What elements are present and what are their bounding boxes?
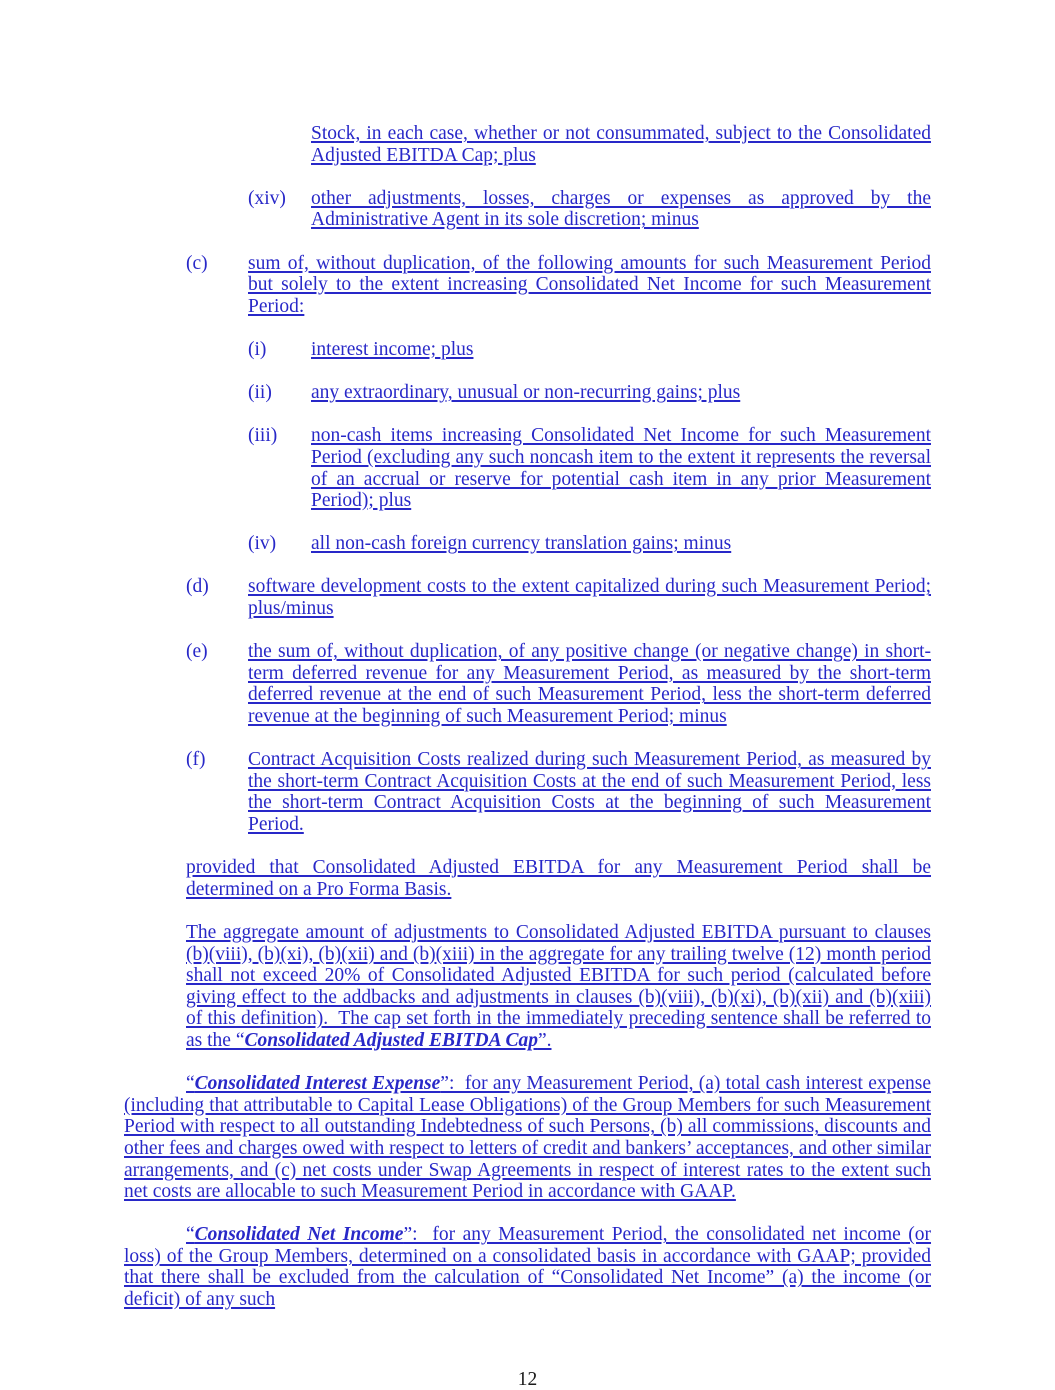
clause-b-xiii-continuation: [311, 123, 931, 166]
clause-label: (c): [186, 252, 208, 274]
clause-label: (iv): [248, 533, 277, 555]
paragraph-text: ”.: [537, 1029, 552, 1051]
clause-text: interest income; plus: [311, 338, 474, 360]
clause-e: [124, 641, 931, 727]
clause-text: any extraordinary, unusual or non-recurring gains; plus: [311, 382, 741, 404]
clause-label: (e): [186, 641, 208, 663]
clause-label: (ii): [248, 382, 272, 404]
open-quote: “: [186, 1224, 195, 1246]
clause-f: [124, 749, 931, 835]
clause-d: [124, 576, 931, 619]
clause-text: sum of, without duplication, of the following amounts for such Measurement Period but solely to the extent increasing Consolidated Net Income for such Measurement Period:: [248, 252, 931, 317]
clause-text: Stock, in each case, whether or not consummated, subject to the Consolidated Adjusted EBITDA Cap; plus: [311, 123, 931, 166]
clause-c-iv: [124, 533, 931, 555]
clause-c-iii: [124, 425, 931, 511]
clause-text: Contract Acquisition Costs realized during such Measurement Period, as measured by the short-term Contract Acquisition Costs at the end of such Measurement Period, less the short-term Contract Acquisition Costs at the beginning of such Measurement Period.: [248, 749, 931, 835]
open-quote: “: [186, 1073, 195, 1095]
defined-term: Consolidated Adjusted EBITDA Cap: [244, 1029, 538, 1051]
definition-consolidated-interest-expense: [124, 1073, 931, 1203]
ebitda-cap-paragraph: [186, 922, 931, 1052]
clause-label: (xiv): [248, 187, 286, 209]
page-number: 12: [517, 1368, 538, 1390]
clause-label: (i): [248, 338, 267, 360]
proviso-paragraph: [186, 857, 931, 900]
clause-b-xiv: [124, 188, 931, 231]
defined-term: Consolidated Net Income: [194, 1224, 404, 1246]
clause-text: other adjustments, losses, charges or expenses as approved by the Administrative Agent in its sole discretion; minus: [311, 187, 931, 231]
definition-consolidated-net-income: [124, 1224, 931, 1310]
clause-label: (d): [186, 576, 209, 598]
clause-text: software development costs to the extent capitalized during such Measurement Period; plus/minus: [248, 576, 931, 620]
clause-text: non-cash items increasing Consolidated Net Income for such Measurement Period (excluding any such noncash item to the extent it represents the reversal of an accrual or reserve for potential cash item in any prior Measurement Period); plus: [311, 425, 931, 512]
clause-label: (iii): [248, 425, 278, 447]
clause-label: (f): [186, 749, 206, 771]
definition-text: ”: for any Measurement Period, the consolidated net income (or loss) of the Group Members, determined on a consolidated basis in accordance with GAAP; provided that there shall be excluded from the calculation of “Consolidated Net Income” (a) the income (or deficit) of any such: [124, 1224, 932, 1311]
clause-text: the sum of, without duplication, of any positive change (or negative change) in short-term deferred revenue for any Measurement Period, as measured by the short-term deferred revenue at the end of such Measurement Period, less the short-term deferred revenue at the beginning of such Measurement Period; minus: [248, 641, 931, 728]
clause-c: [124, 253, 931, 318]
clause-text: all non-cash foreign currency translation gains; minus: [311, 533, 732, 555]
defined-term: Consolidated Interest Expense: [194, 1073, 441, 1095]
paragraph-text: provided that Consolidated Adjusted EBITDA for any Measurement Period shall be determined on a Pro Forma Basis.: [186, 857, 931, 900]
clause-c-i: [124, 339, 931, 361]
clause-c-ii: [124, 382, 931, 404]
paragraph-text: The aggregate amount of adjustments to Consolidated Adjusted EBITDA pursuant to clauses (b)(viii), (b)(xi), (b)(xii) and (b)(xiii) in the aggregate for any trailing twelve (12) month period shall not exceed 20% of Consolidated Adjusted EBITDA for such period (calculated before giving effect to the addbacks and adjustments in clauses (b)(viii), (b)(xi), (b)(xii) and (b)(xiii) of this definition). The cap set forth in the immediately preceding sentence shall be referred to as the “: [186, 921, 931, 1051]
definition-text: ”: for any Measurement Period, (a) total cash interest expense (including that attributable to Capital Lease Obligations) of the Group Members for such Measurement Period with respect to all outstanding Indebtedness of such Persons, (b) all commissions, discounts and other fees and charges owed with respect to letters of credit and bankers’ acceptances, and other similar arrangements, and (c) net costs under Swap Agreements in respect of interest rates to the extent such net costs are allocable to such Measurement Period in accordance with GAAP.: [124, 1073, 931, 1203]
